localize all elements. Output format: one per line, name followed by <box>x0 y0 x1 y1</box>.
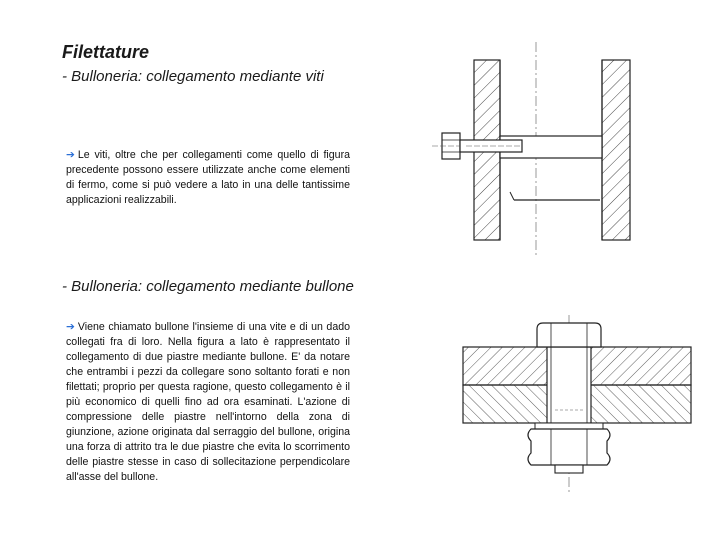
paragraph-screws <box>66 148 350 208</box>
paragraph-bolt <box>66 320 350 485</box>
paragraph-bolt-text: Viene chiamato bullone l'insieme di una vite e di un dado collegati fra di loro. Nella figura a lato è rappresentato il collegamento di due piastre mediante bullone. E' da notare che entrambi i pezzi da collegare sono soltanto forati e non filettati; proprio per questa ragione, questo collegamento è il più economico di quelli fino ad ora esaminati. L'azione di compressione delle piastre nell'intorno della zona di giunzione, azione originata dal serraggio del bullone, origina una forza di attrito tra le due piastre che evita lo scorrimento delle piastre stesse in caso di sollecitazione perpendicolare all'asse del bullone. <box>66 321 350 483</box>
section-subtitle-screws: - Bulloneria: collegamento mediante viti <box>62 68 324 85</box>
bolt-joint-figure <box>455 315 695 495</box>
screw-retainer-figure <box>430 40 680 260</box>
arrow-right-icon: ➔ <box>66 149 75 161</box>
arrow-right-icon: ➔ <box>66 321 75 333</box>
slide-title: Filettature <box>62 42 150 62</box>
paragraph-screws-text: Le viti, oltre che per collegamenti come quello di figura precedente possono essere utilizzate anche come elementi di fermo, come si può vedere a lato in una delle tantissime applicazioni realizzabili. <box>66 149 350 206</box>
section-subtitle-bolt: - Bulloneria: collegamento mediante bullone <box>62 278 354 295</box>
